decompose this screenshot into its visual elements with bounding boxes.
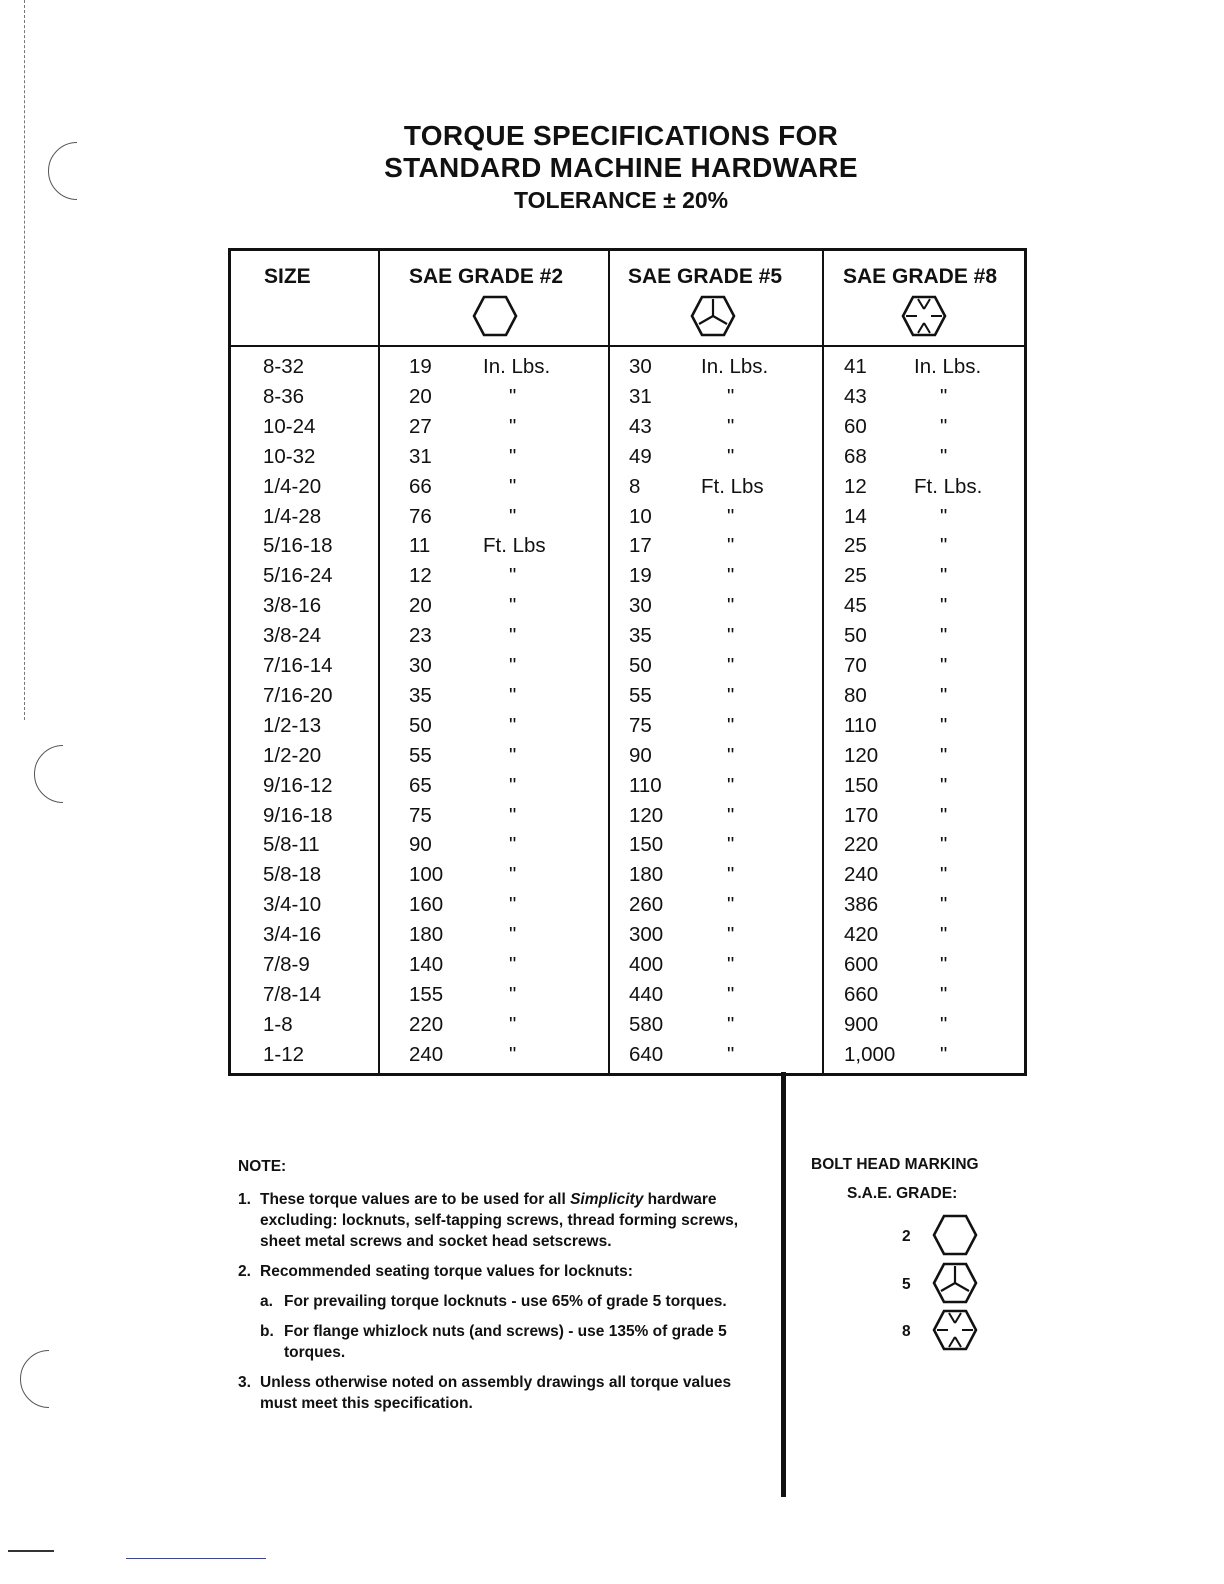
marking-grade-5 — [902, 1262, 1012, 1308]
hexagon-three-line-icon — [690, 295, 736, 337]
grade-label: 2 — [902, 1228, 911, 1245]
size-cell: 3/8-24 — [263, 624, 322, 648]
size-cell: 8-36 — [263, 384, 305, 408]
grade2-unit: " — [509, 713, 517, 737]
grade5-value: 180 — [629, 863, 664, 887]
page-title-line2: STANDARD MACHINE HARDWARE — [384, 152, 858, 183]
grade8-unit: Ft. Lbs. — [914, 474, 983, 498]
hexagon-plain-icon — [932, 1214, 978, 1256]
grade8-value: 14 — [844, 504, 867, 528]
size-cell: 5/16-24 — [263, 564, 333, 588]
grade8-unit: " — [940, 773, 948, 797]
grade5-value: 19 — [629, 564, 652, 588]
grade8-value: 900 — [844, 1012, 879, 1036]
hexagon-six-line-icon — [932, 1309, 978, 1351]
grade2-value: 180 — [409, 923, 444, 947]
note-2a-text: For prevailing torque locknuts - use 65% of grade 5 torques. — [284, 1293, 727, 1310]
grade2-unit: " — [509, 624, 517, 648]
notes-section — [238, 1156, 768, 1423]
grade2-value: 35 — [409, 683, 432, 707]
grade8-unit: " — [940, 564, 948, 588]
punch-hole-bottom — [20, 1350, 78, 1408]
size-cell: 5/16-18 — [263, 534, 333, 558]
grade8-value: 12 — [844, 474, 867, 498]
grade8-value: 1,000 — [844, 1042, 896, 1066]
note-2b-text: For flange whizlock nuts (and screws) - use 135% of grade 5 torques. — [284, 1323, 727, 1361]
grade2-value: 65 — [409, 773, 432, 797]
grade2-value: 240 — [409, 1042, 444, 1066]
punch-hole-middle — [34, 745, 92, 803]
grade2-unit: Ft. Lbs — [483, 534, 546, 558]
brand-name: Simplicity — [570, 1191, 644, 1208]
grade2-unit: " — [509, 923, 517, 947]
grade2-unit: " — [509, 863, 517, 887]
table-row — [231, 505, 1024, 535]
grade8-unit: " — [940, 504, 948, 528]
grade2-unit: " — [509, 953, 517, 976]
note-1-text-end: hardware excluding: locknuts, self-tapping screws, thread forming screws, sheet metal screws and socket head setscrews. — [260, 1191, 739, 1250]
note-number: 3. — [238, 1374, 251, 1391]
grade2-value: 220 — [409, 1012, 444, 1036]
note-3-text: Unless otherwise noted on assembly drawings all torque values must meet this specification. — [260, 1374, 732, 1412]
grade5-unit: " — [727, 773, 735, 797]
size-cell: 10-24 — [263, 414, 316, 438]
grade5-unit: " — [727, 833, 735, 857]
table-row — [231, 983, 1024, 1013]
grade5-value: 17 — [629, 534, 652, 558]
size-cell: 1-12 — [263, 1042, 305, 1066]
size-cell: 5/8-18 — [263, 863, 322, 887]
grade2-value: 27 — [409, 414, 432, 438]
grade5-value: 150 — [629, 833, 664, 857]
grade8-value: 220 — [844, 833, 879, 857]
grade8-unit: " — [940, 893, 948, 917]
grade5-value: 30 — [629, 355, 652, 378]
table-row — [231, 564, 1024, 594]
table-row — [231, 624, 1024, 654]
vertical-divider — [781, 1072, 786, 1497]
grade2-unit: " — [509, 982, 517, 1006]
grade2-unit: " — [509, 773, 517, 797]
grade2-unit: " — [509, 1012, 517, 1036]
size-cell: 1/2-13 — [263, 713, 322, 737]
grade2-value: 20 — [409, 384, 432, 408]
table-row — [231, 893, 1024, 923]
grade5-value: 30 — [629, 594, 652, 618]
grade5-value: 110 — [629, 773, 662, 797]
size-cell: 3/4-16 — [263, 923, 322, 947]
size-cell: 8-32 — [263, 355, 305, 378]
grade2-unit: " — [509, 743, 517, 767]
grade8-value: 110 — [844, 713, 877, 737]
grade8-value: 660 — [844, 982, 879, 1006]
grade5-unit: " — [727, 743, 735, 767]
note-number: 1. — [238, 1191, 251, 1208]
grade5-unit: " — [727, 624, 735, 648]
grade5-value: 43 — [629, 414, 652, 438]
size-cell: 1/2-20 — [263, 743, 322, 767]
note-number: b. — [260, 1323, 274, 1340]
header-grade2: SAE GRADE #2 — [409, 265, 564, 288]
grade2-value: 160 — [409, 893, 444, 917]
grade5-value: 580 — [629, 1012, 664, 1036]
table-row — [231, 833, 1024, 863]
grade2-value: 19 — [409, 355, 432, 378]
size-cell: 1/4-20 — [263, 474, 322, 498]
header-grade5: SAE GRADE #5 — [628, 265, 783, 288]
note-2b — [238, 1321, 768, 1363]
grade5-value: 8 — [629, 474, 641, 498]
header-divider — [231, 345, 1024, 347]
grade8-unit: " — [940, 534, 948, 558]
grade5-value: 90 — [629, 743, 652, 767]
note-number: a. — [260, 1293, 273, 1310]
binder-margin-line — [24, 0, 25, 720]
grade8-value: 600 — [844, 953, 879, 976]
grade8-value: 45 — [844, 594, 867, 618]
note-1 — [238, 1189, 768, 1252]
grade2-value: 12 — [409, 564, 432, 588]
grade8-unit: " — [940, 953, 948, 976]
grade2-value: 66 — [409, 474, 432, 498]
size-cell: 9/16-18 — [263, 803, 333, 827]
grade8-unit: " — [940, 624, 948, 648]
header-size: SIZE — [264, 265, 311, 288]
grade8-value: 120 — [844, 743, 879, 767]
grade8-unit: " — [940, 743, 948, 767]
grade5-unit: " — [727, 713, 735, 737]
grade5-value: 31 — [629, 384, 652, 408]
bottom-rule — [126, 1558, 266, 1559]
grade5-unit: " — [727, 1012, 735, 1036]
size-cell: 5/8-11 — [263, 833, 320, 857]
grade8-value: 420 — [844, 923, 879, 947]
grade2-value: 55 — [409, 743, 432, 767]
note-2-text: Recommended seating torque values for locknuts: — [260, 1263, 633, 1280]
grade5-value: 35 — [629, 624, 652, 648]
grade5-unit: " — [727, 683, 735, 707]
table-row — [231, 475, 1024, 505]
table-row — [231, 445, 1024, 475]
marking-grade-8 — [902, 1309, 1012, 1355]
grade8-unit: In. Lbs. — [914, 355, 982, 378]
table-row — [231, 953, 1024, 983]
grade5-unit: " — [727, 564, 735, 588]
grade2-unit: " — [509, 683, 517, 707]
grade8-value: 25 — [844, 534, 867, 558]
grade5-value: 55 — [629, 683, 652, 707]
grade2-value: 11 — [409, 534, 431, 558]
table-row — [231, 594, 1024, 624]
corner-mark — [8, 1550, 54, 1552]
table-row — [231, 744, 1024, 774]
grade2-value: 23 — [409, 624, 432, 648]
grade8-value: 43 — [844, 384, 867, 408]
grade2-unit: " — [509, 444, 517, 468]
grade2-value: 90 — [409, 833, 432, 857]
header-grade8: SAE GRADE #8 — [843, 265, 998, 288]
grade5-unit: " — [727, 654, 735, 677]
grade5-unit: " — [727, 893, 735, 917]
hexagon-plain-icon — [472, 295, 518, 337]
grade8-value: 50 — [844, 624, 867, 648]
table-row — [231, 774, 1024, 804]
grade8-unit: " — [940, 1042, 948, 1066]
grade5-unit: " — [727, 803, 735, 827]
table-row — [231, 654, 1024, 684]
grade2-value: 20 — [409, 594, 432, 618]
marking-title: BOLT HEAD MARKING — [811, 1156, 979, 1173]
grade8-unit: " — [940, 863, 948, 887]
grade-label: 8 — [902, 1323, 911, 1340]
grade5-unit: " — [727, 923, 735, 947]
grade8-value: 60 — [844, 414, 867, 438]
table-row — [231, 804, 1024, 834]
grade2-value: 31 — [409, 444, 432, 468]
tolerance-label: TOLERANCE ± 20% — [514, 187, 729, 213]
grade8-unit: " — [940, 384, 948, 408]
grade2-value: 75 — [409, 803, 432, 827]
size-cell: 1/4-28 — [263, 504, 322, 528]
table-row — [231, 1043, 1024, 1073]
table-row — [231, 714, 1024, 744]
grade5-value: 440 — [629, 982, 664, 1006]
grade8-unit: " — [940, 1012, 948, 1036]
page-title-line1: TORQUE SPECIFICATIONS FOR — [403, 120, 839, 151]
size-cell: 3/8-16 — [263, 594, 322, 618]
size-cell: 7/16-14 — [263, 654, 333, 677]
grade8-unit: " — [940, 414, 948, 438]
grade2-unit: " — [509, 833, 517, 857]
grade8-value: 240 — [844, 863, 879, 887]
size-cell: 7/8-9 — [263, 953, 310, 976]
grade-label: 5 — [902, 1276, 911, 1293]
grade2-value: 140 — [409, 953, 444, 976]
grade8-unit: " — [940, 923, 948, 947]
grade5-value: 640 — [629, 1042, 664, 1066]
grade5-unit: " — [727, 384, 735, 408]
grade5-value: 75 — [629, 713, 652, 737]
grade8-unit: " — [940, 713, 948, 737]
grade2-unit: " — [509, 893, 517, 917]
marking-grade-2 — [902, 1214, 1012, 1260]
size-cell: 3/4-10 — [263, 893, 322, 917]
note-2a — [238, 1291, 768, 1312]
grade2-unit: " — [509, 803, 517, 827]
grade8-value: 25 — [844, 564, 867, 588]
grade2-unit: " — [509, 414, 517, 438]
grade5-unit: " — [727, 444, 735, 468]
notes-heading: NOTE: — [238, 1158, 287, 1175]
size-cell: 1-8 — [263, 1012, 293, 1036]
grade2-unit: " — [509, 594, 517, 618]
grade5-value: 120 — [629, 803, 664, 827]
size-cell: 10-32 — [263, 444, 316, 468]
grade8-value: 41 — [844, 355, 867, 378]
table-row — [231, 355, 1024, 385]
grade5-unit: " — [727, 863, 735, 887]
grade8-unit: " — [940, 444, 948, 468]
table-row — [231, 684, 1024, 714]
note-3 — [238, 1372, 768, 1414]
grade8-value: 68 — [844, 444, 867, 468]
grade8-unit: " — [940, 982, 948, 1006]
grade5-unit: " — [727, 414, 735, 438]
grade2-unit: " — [509, 654, 517, 677]
grade8-value: 150 — [844, 773, 879, 797]
grade8-unit: " — [940, 683, 948, 707]
grade2-value: 76 — [409, 504, 432, 528]
grade2-unit: " — [509, 564, 517, 588]
size-cell: 7/8-14 — [263, 982, 322, 1006]
grade5-unit: " — [727, 953, 735, 976]
grade2-unit: " — [509, 1042, 517, 1066]
grade5-unit: Ft. Lbs — [701, 474, 764, 498]
grade5-unit: In. Lbs. — [701, 355, 769, 378]
grade5-value: 50 — [629, 654, 652, 677]
grade5-unit: " — [727, 504, 735, 528]
marking-subtitle: S.A.E. GRADE: — [847, 1185, 958, 1202]
hexagon-three-line-icon — [932, 1262, 978, 1304]
note-2 — [238, 1261, 768, 1282]
grade2-value: 155 — [409, 982, 444, 1006]
grade5-value: 260 — [629, 893, 664, 917]
grade8-unit: " — [940, 803, 948, 827]
grade5-value: 300 — [629, 923, 664, 947]
grade2-unit: " — [509, 474, 517, 498]
grade5-value: 400 — [629, 953, 664, 976]
grade8-unit: " — [940, 594, 948, 618]
grade5-unit: " — [727, 594, 735, 618]
table-row — [231, 1013, 1024, 1043]
grade5-unit: " — [727, 534, 735, 558]
table-row — [231, 415, 1024, 445]
grade5-unit: " — [727, 1042, 735, 1066]
grade8-value: 386 — [844, 893, 879, 917]
grade2-unit: In. Lbs. — [483, 355, 551, 378]
grade5-value: 49 — [629, 444, 652, 468]
torque-table — [228, 248, 1027, 1076]
size-cell: 9/16-12 — [263, 773, 333, 797]
grade2-value: 100 — [409, 863, 444, 887]
grade8-unit: " — [940, 833, 948, 857]
grade8-value: 70 — [844, 654, 867, 677]
grade5-value: 10 — [629, 504, 652, 528]
note-number: 2. — [238, 1263, 251, 1280]
grade2-unit: " — [509, 504, 517, 528]
grade8-value: 80 — [844, 683, 867, 707]
grade2-unit: " — [509, 384, 517, 408]
grade2-value: 30 — [409, 654, 432, 677]
grade8-unit: " — [940, 654, 948, 677]
table-row — [231, 863, 1024, 893]
note-1-text-start: These torque values are to be used for all — [260, 1191, 571, 1208]
hexagon-six-line-icon — [901, 295, 947, 337]
grade5-unit: " — [727, 982, 735, 1006]
table-row — [231, 923, 1024, 953]
size-cell: 7/16-20 — [263, 683, 333, 707]
grade8-value: 170 — [844, 803, 879, 827]
table-row — [231, 534, 1024, 564]
grade2-value: 50 — [409, 713, 432, 737]
table-row — [231, 385, 1024, 415]
